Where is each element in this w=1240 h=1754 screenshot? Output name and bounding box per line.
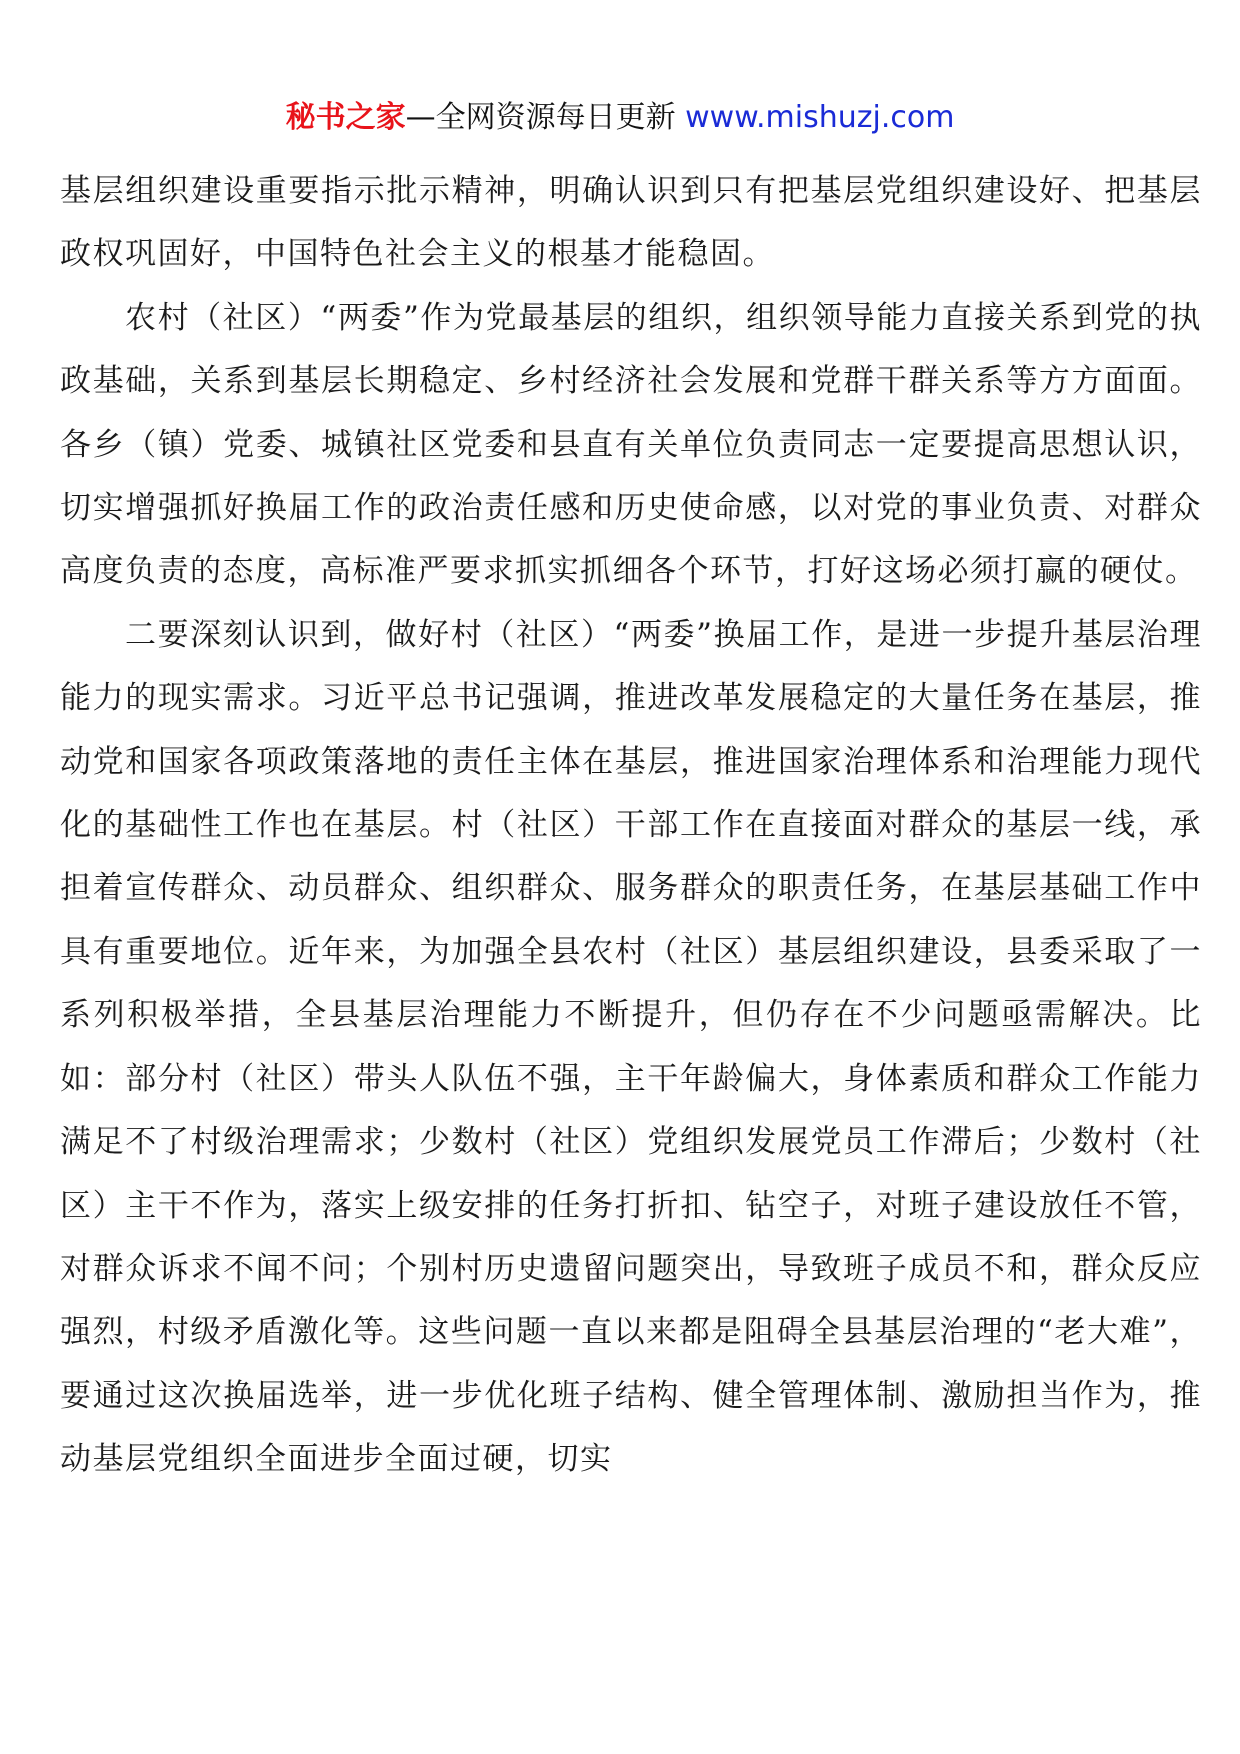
header-url-link[interactable]: www.mishuzj.com — [685, 100, 955, 135]
paragraph-2: 农村（社区）“两委”作为党最基层的组织，组织领导能力直接关系到党的执政基础，关系到基层长期稳定、乡村经济社会发展和党群干群关系等方方面面。各乡（镇）党委、城镇社区党委和县直有关单位负责同志一定要提高思想认识，切实增强抓好换届工作的政治责任感和历史使命感，以对党的事业负责、对群众高度负责的态度，高标准严要求抓实抓细各个环节，打好这场必须打赢的硬仗。 — [60, 299, 1202, 590]
header-brand: 秘书之家 — [285, 100, 406, 135]
document-body — [60, 160, 1202, 1492]
paragraph-1: 基层组织建设重要指示批示精神，明确认识到只有把基层党组织建设好、把基层政权巩固好，中国特色社会主义的根基才能稳固。 — [60, 173, 1202, 273]
header-tagline: —全网资源每日更新 — [405, 100, 686, 135]
paragraph-3: 二要深刻认识到，做好村（社区）“两委”换届工作，是进一步提升基层治理能力的现实需求。习近平总书记强调，推进改革发展稳定的大量任务在基层，推动党和国家各项政策落地的责任主体在基层，推进国家治理体系和治理能力现代化的基础性工作也在基层。村（社区）干部工作在直接面对群众的基层一线，承担着宣传群众、动员群众、组织群众、服务群众的职责任务，在基层基础工作中具有重要地位。近年来，为加强全县农村（社区）基层组织建设，县委采取了一系列积极举措，全县基层治理能力不断提升，但仍存在不少问题亟需解决。比如：部分村（社区）带头人队伍不强，主干年龄偏大，身体素质和群众工作能力满足不了村级治理需求；少数村（社区）党组织发展党员工作滞后；少数村（社区）主干不作为，落实上级安排的任务打折扣、钻空子，对班子建设放任不管，对群众诉求不闻不问；个别村历史遗留问题突出，导致班子成员不和，群众反应强烈，村级矛盾激化等。这些问题一直以来都是阻碍全县基层治理的“老大难”，要通过这次换届选举，进一步优化班子结构、健全管理体制、激励担当作为，推动基层党组织全面进步全面过硬，切实 — [60, 616, 1202, 1478]
page-header — [0, 98, 1240, 138]
